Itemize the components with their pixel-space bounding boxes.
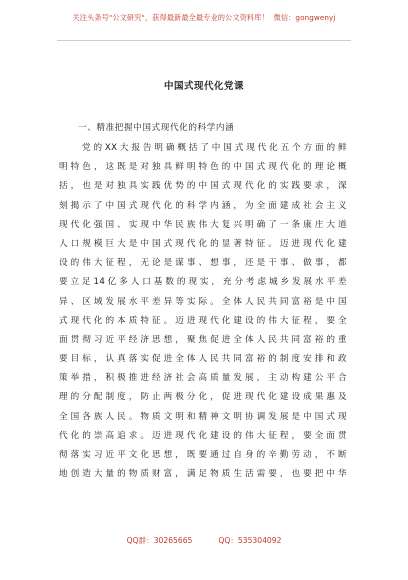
body-line: 理的分配制度，防止两极分化，促进现代化建设成果惠及 xyxy=(59,392,347,403)
header-notice-wechat: 微信：gongwenyj xyxy=(273,13,336,22)
body-line: 异、区域发展水平差异等实际。全体人民共同富裕是中国 xyxy=(59,296,347,307)
body-line: 括，也是对独具实践优势的中国式现代化的实践要求，深 xyxy=(59,181,347,192)
page-header xyxy=(0,0,408,36)
body-line: 面贯彻习近平经济思想，聚焦促进全体人民共同富裕的重 xyxy=(59,334,347,345)
body-line: 人口规模巨大是中国式现代化的显著特征。迈进现代化建 xyxy=(59,238,347,249)
body-line: 代化的崇高追求。迈进现代化建设的伟大征程，要全面贯 xyxy=(59,430,347,441)
body-line: 地创造大量的物质财富，满足物质生活需要，也要把中华 xyxy=(59,469,347,480)
body-line: 刻揭示了中国式现代化的科学内涵，为全面建成社会主义 xyxy=(59,200,347,211)
footer-qq-group: QQ群：30265665 xyxy=(126,536,193,545)
section-heading: 一、精准把握中国式现代化的科学内涵 xyxy=(78,123,235,133)
body-line: 党的XX大报告明确概括了中国式现代化五个方面的鲜 xyxy=(59,143,347,153)
document-title: 中国式现代化党课 xyxy=(163,81,244,92)
footer-qq: QQ：535304092 xyxy=(218,536,282,545)
body-line: 明特色，这既是对独具鲜明特色的中国式现代化的理论概 xyxy=(59,162,347,173)
page-footer xyxy=(0,535,408,546)
header-divider xyxy=(57,40,351,41)
body-line: 要立足14亿多人口基数的现实，充分考虑城乡发展水平差 xyxy=(59,277,347,288)
body-line: 设的伟大征程，无论是谋事、想事，还是干事、做事，都 xyxy=(59,258,347,269)
body-line: 要目标，认真落实促进全体人民共同富裕的制度安排和政 xyxy=(59,354,347,365)
body-line: 彻落实习近平文化思想，既要通过自身的辛勤劳动，不断 xyxy=(59,450,347,460)
body-text xyxy=(59,139,347,484)
body-line: 现代化强国、实现中华民族伟大复兴明确了一条康庄大道 xyxy=(59,219,347,230)
body-line: 策举措，积极推进经济社会高质量发展，主动构建公平合 xyxy=(59,373,347,384)
header-notice-promo: 关注头条号"公文研究"，获得最新最全最专业的公文资料库！ xyxy=(72,13,269,22)
body-line: 全国各族人民。物质文明和精神文明协调发展是中国式现 xyxy=(59,411,347,422)
body-line: 式现代化的本质特征。迈进现代化建设的伟大征程，要全 xyxy=(59,315,347,326)
header-notice xyxy=(72,13,335,23)
